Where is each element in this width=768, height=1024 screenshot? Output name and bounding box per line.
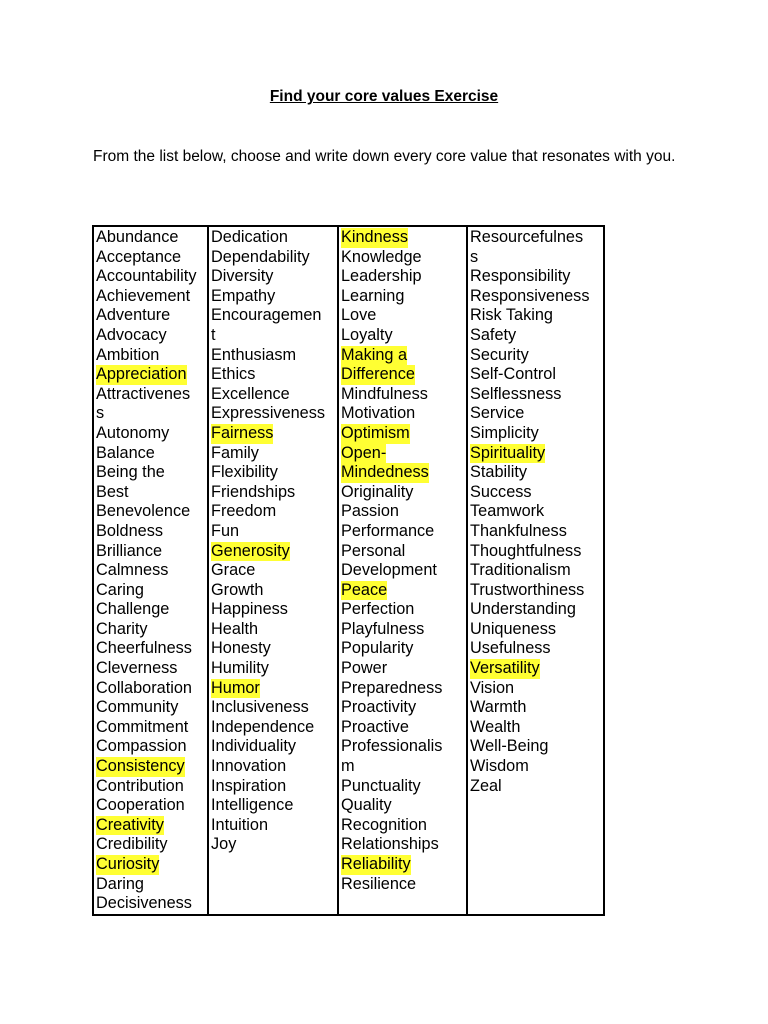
value-item <box>96 835 207 855</box>
value-item <box>341 679 466 699</box>
value-text: Freedom <box>211 502 277 521</box>
value-item <box>341 287 466 307</box>
value-item <box>341 639 466 659</box>
value-text: Knowledge <box>341 247 422 266</box>
value-item <box>211 816 337 836</box>
value-item <box>470 483 603 503</box>
value-text: Charity <box>96 619 148 638</box>
value-text: Intuition <box>211 815 269 834</box>
value-text: Development <box>341 561 437 580</box>
value-item <box>211 542 337 562</box>
value-item <box>470 365 603 385</box>
value-item <box>341 483 466 503</box>
values-column-3 <box>338 226 467 915</box>
value-text: Dedication <box>211 228 288 246</box>
value-item <box>470 248 603 268</box>
value-item <box>96 365 207 385</box>
highlighted-value-text: Humor <box>211 678 260 697</box>
value-text: Professionalis <box>341 737 443 756</box>
value-text: Best <box>96 482 129 501</box>
value-text: Leadership <box>341 267 422 286</box>
value-text: Resilience <box>341 874 417 893</box>
value-text: Uniqueness <box>470 619 556 638</box>
value-text: Decisiveness <box>96 894 192 913</box>
value-item <box>341 228 466 248</box>
value-text: Warmth <box>470 698 527 717</box>
value-text: Ambition <box>96 345 160 364</box>
value-item <box>211 796 337 816</box>
value-text: Commitment <box>96 717 189 736</box>
value-item <box>341 737 466 757</box>
value-text: Passion <box>341 502 399 521</box>
value-text: Fun <box>211 521 240 540</box>
value-item <box>96 228 207 248</box>
value-item <box>341 620 466 640</box>
value-text: Trustworthiness <box>470 580 585 599</box>
value-item <box>96 718 207 738</box>
value-item <box>96 385 207 405</box>
value-item <box>211 777 337 797</box>
value-item <box>341 718 466 738</box>
value-item <box>211 463 337 483</box>
value-item <box>470 228 603 248</box>
value-text: Quality <box>341 796 392 815</box>
value-text: Wealth <box>470 717 521 736</box>
value-text: Punctuality <box>341 776 421 795</box>
value-item <box>470 522 603 542</box>
value-item <box>341 698 466 718</box>
highlighted-value-text: Versatility <box>470 659 540 678</box>
value-text: Daring <box>96 874 144 893</box>
value-text: Proactivity <box>341 698 417 717</box>
value-text: Learning <box>341 286 405 305</box>
value-text: Recognition <box>341 815 427 834</box>
value-item <box>96 306 207 326</box>
value-text: Preparedness <box>341 678 443 697</box>
value-item <box>470 777 603 797</box>
value-text: Wisdom <box>470 757 529 776</box>
value-text: Acceptance <box>96 247 182 266</box>
value-item <box>470 718 603 738</box>
value-item <box>96 522 207 542</box>
value-item <box>341 816 466 836</box>
value-item <box>96 600 207 620</box>
value-text: Cleverness <box>96 659 178 678</box>
value-item <box>96 639 207 659</box>
value-item <box>341 444 466 464</box>
value-item <box>341 777 466 797</box>
value-text: Credibility <box>96 835 168 854</box>
value-text: Teamwork <box>470 502 545 521</box>
value-text: Cheerfulness <box>96 639 192 658</box>
core-values-table <box>92 225 605 916</box>
value-item <box>341 365 466 385</box>
highlighted-value-text: Open- <box>341 443 387 462</box>
value-text: Dependability <box>211 247 310 266</box>
highlighted-value-text: Kindness <box>341 228 408 246</box>
highlighted-value-text: Appreciation <box>96 365 187 384</box>
value-item <box>341 875 466 895</box>
value-item <box>96 620 207 640</box>
value-text: Advocacy <box>96 325 167 344</box>
value-text: Success <box>470 482 532 501</box>
value-item <box>96 346 207 366</box>
value-item <box>211 424 337 444</box>
value-text: Humility <box>211 659 269 678</box>
value-item <box>96 757 207 777</box>
value-item <box>341 424 466 444</box>
value-text: Balance <box>96 443 155 462</box>
value-text: Relationships <box>341 835 439 854</box>
value-item <box>211 346 337 366</box>
value-item <box>341 385 466 405</box>
value-item <box>96 679 207 699</box>
value-item <box>341 600 466 620</box>
value-item <box>96 796 207 816</box>
value-item <box>211 444 337 464</box>
value-text: Abundance <box>96 228 179 246</box>
highlighted-value-text: Making a <box>341 345 408 364</box>
value-item <box>96 267 207 287</box>
value-text: Attractivenes <box>96 384 191 403</box>
value-text: Vision <box>470 678 515 697</box>
value-item <box>470 502 603 522</box>
value-item <box>96 737 207 757</box>
value-text: Brilliance <box>96 541 163 560</box>
value-item <box>470 444 603 464</box>
value-item <box>470 639 603 659</box>
value-item <box>470 620 603 640</box>
value-item <box>470 385 603 405</box>
value-item <box>211 737 337 757</box>
value-text: Encouragemen <box>211 306 322 325</box>
value-item <box>211 835 337 855</box>
value-item <box>211 639 337 659</box>
value-item <box>341 561 466 581</box>
value-item <box>470 542 603 562</box>
value-item <box>341 835 466 855</box>
value-text: Inspiration <box>211 776 287 795</box>
value-text: Ethics <box>211 365 256 384</box>
value-item <box>96 659 207 679</box>
highlighted-value-text: Fairness <box>211 423 274 442</box>
value-text: Loyalty <box>341 325 393 344</box>
value-text: Well-Being <box>470 737 549 756</box>
value-item <box>211 483 337 503</box>
value-text: Resourcefulnes <box>470 228 584 246</box>
value-item <box>341 326 466 346</box>
value-text: Stability <box>470 463 528 482</box>
value-text: Inclusiveness <box>211 698 309 717</box>
value-text: Challenge <box>96 600 170 619</box>
value-text: Love <box>341 306 377 325</box>
value-item <box>211 248 337 268</box>
value-text: Growth <box>211 580 264 599</box>
value-item <box>211 679 337 699</box>
value-text: Excellence <box>211 384 290 403</box>
value-item <box>211 502 337 522</box>
value-item <box>96 463 207 483</box>
page-title: Find your core values Exercise <box>269 88 499 105</box>
value-item <box>470 346 603 366</box>
value-text: Joy <box>211 835 237 854</box>
value-text: s <box>470 247 479 266</box>
value-item <box>96 561 207 581</box>
value-text: Thoughtfulness <box>470 541 582 560</box>
value-text: Intelligence <box>211 796 294 815</box>
value-item <box>211 659 337 679</box>
value-item <box>341 522 466 542</box>
value-text: Individuality <box>211 737 297 756</box>
value-item <box>211 287 337 307</box>
value-text: Happiness <box>211 600 288 619</box>
value-text: Independence <box>211 717 315 736</box>
value-item <box>341 502 466 522</box>
highlighted-value-text: Peace <box>341 580 388 599</box>
value-text: Thankfulness <box>470 521 567 540</box>
value-item <box>211 581 337 601</box>
value-item <box>470 424 603 444</box>
value-item <box>96 542 207 562</box>
highlighted-value-text: Mindedness <box>341 463 429 482</box>
value-text: Service <box>470 404 525 423</box>
value-item <box>470 600 603 620</box>
value-text: Traditionalism <box>470 561 571 580</box>
value-item <box>211 698 337 718</box>
value-text: Being the <box>96 463 165 482</box>
value-text: Usefulness <box>470 639 551 658</box>
value-text: Power <box>341 659 388 678</box>
value-item <box>96 777 207 797</box>
value-text: Diversity <box>211 267 274 286</box>
value-item <box>211 365 337 385</box>
value-text: Mindfulness <box>341 384 428 403</box>
value-text: Grace <box>211 561 256 580</box>
value-item <box>341 267 466 287</box>
value-text: Responsibility <box>470 267 571 286</box>
value-text: Contribution <box>96 776 184 795</box>
value-text: Personal <box>341 541 406 560</box>
value-text: Perfection <box>341 600 415 619</box>
value-item <box>211 326 337 346</box>
value-text: Caring <box>96 580 144 599</box>
value-item <box>470 306 603 326</box>
value-item <box>211 404 337 424</box>
value-text: Boldness <box>96 521 163 540</box>
value-item <box>96 698 207 718</box>
values-column-2 <box>208 226 338 915</box>
highlighted-value-text: Creativity <box>96 815 164 834</box>
value-item <box>470 659 603 679</box>
value-item <box>470 463 603 483</box>
highlighted-value-text: Curiosity <box>96 855 160 873</box>
value-item <box>96 248 207 268</box>
value-item <box>470 404 603 424</box>
value-text: Simplicity <box>470 423 539 442</box>
value-item <box>470 757 603 777</box>
value-item <box>211 600 337 620</box>
value-item <box>211 306 337 326</box>
value-text: Playfulness <box>341 619 425 638</box>
value-text: Understanding <box>470 600 576 619</box>
value-item <box>96 483 207 503</box>
value-item <box>341 346 466 366</box>
values-column-1 <box>93 226 208 915</box>
value-text: Flexibility <box>211 463 278 482</box>
value-item <box>96 855 207 875</box>
value-text: Risk Taking <box>470 306 553 325</box>
value-item <box>341 659 466 679</box>
value-item <box>96 326 207 346</box>
value-text: Community <box>96 698 179 717</box>
value-text: Cooperation <box>96 796 185 815</box>
value-item <box>211 385 337 405</box>
value-text: Family <box>211 443 259 462</box>
value-text: Security <box>470 345 529 364</box>
value-item <box>470 267 603 287</box>
value-text: Proactive <box>341 717 409 736</box>
value-item <box>211 228 337 248</box>
value-text: Popularity <box>341 639 414 658</box>
value-item <box>96 404 207 424</box>
value-text: Adventure <box>96 306 171 325</box>
value-text: Selflessness <box>470 384 562 403</box>
highlighted-value-text: Spirituality <box>470 443 546 462</box>
value-item <box>211 267 337 287</box>
value-item <box>96 816 207 836</box>
highlighted-value-text: Difference <box>341 365 415 384</box>
highlighted-value-text: Reliability <box>341 855 411 873</box>
value-text: Friendships <box>211 482 296 501</box>
intro-paragraph: From the list below, choose and write down every core value that resonates with you. <box>93 148 676 165</box>
value-text: Safety <box>470 325 517 344</box>
value-item <box>211 718 337 738</box>
value-text: Empathy <box>211 286 276 305</box>
value-text: Compassion <box>96 737 187 756</box>
value-text: Expressiveness <box>211 404 326 423</box>
value-item <box>96 875 207 895</box>
value-text: Honesty <box>211 639 271 658</box>
value-item <box>470 679 603 699</box>
value-item <box>211 620 337 640</box>
value-text: t <box>211 325 216 344</box>
value-text: Calmness <box>96 561 169 580</box>
value-item <box>96 894 207 914</box>
value-text: Originality <box>341 482 414 501</box>
value-item <box>211 561 337 581</box>
value-item <box>96 444 207 464</box>
value-text: Performance <box>341 521 435 540</box>
value-item <box>96 581 207 601</box>
highlighted-value-text: Consistency <box>96 757 185 776</box>
value-item <box>96 424 207 444</box>
value-text: Achievement <box>96 286 191 305</box>
value-item <box>341 404 466 424</box>
value-item <box>96 502 207 522</box>
value-item <box>341 463 466 483</box>
value-item <box>341 855 466 875</box>
value-item <box>341 542 466 562</box>
value-item <box>341 306 466 326</box>
value-item <box>211 757 337 777</box>
value-item <box>341 248 466 268</box>
value-text: Autonomy <box>96 423 170 442</box>
value-item <box>341 757 466 777</box>
value-item <box>470 326 603 346</box>
value-item <box>470 698 603 718</box>
value-text: Collaboration <box>96 678 192 697</box>
value-text: Accountability <box>96 267 197 286</box>
value-item <box>470 737 603 757</box>
value-item <box>211 522 337 542</box>
value-item <box>470 581 603 601</box>
value-text: Innovation <box>211 757 287 776</box>
value-item <box>341 796 466 816</box>
value-text: Responsiveness <box>470 286 590 305</box>
value-item <box>341 581 466 601</box>
values-column-4 <box>467 226 604 915</box>
highlighted-value-text: Optimism <box>341 423 410 442</box>
highlighted-value-text: Generosity <box>211 541 290 560</box>
value-item <box>96 287 207 307</box>
value-text: s <box>96 404 105 423</box>
value-item <box>470 287 603 307</box>
value-text: Motivation <box>341 404 416 423</box>
value-item <box>470 561 603 581</box>
value-text: m <box>341 757 355 776</box>
value-text: Zeal <box>470 776 502 795</box>
value-text: Benevolence <box>96 502 191 521</box>
value-text: Health <box>211 619 259 638</box>
value-text: Enthusiasm <box>211 345 297 364</box>
value-text: Self-Control <box>470 365 556 384</box>
